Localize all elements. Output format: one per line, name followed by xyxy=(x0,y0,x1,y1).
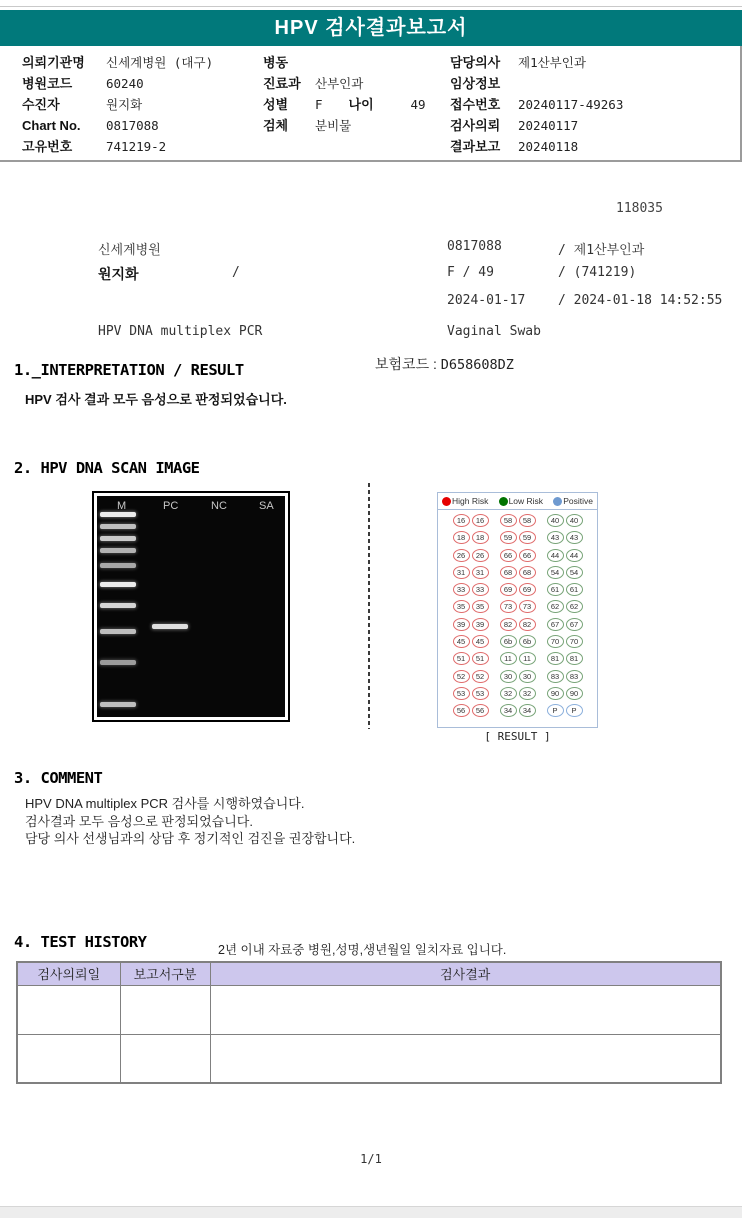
gel-marker-band xyxy=(100,548,136,553)
summary-report-datetime: / 2024-01-18 14:52:55 xyxy=(558,293,723,308)
genotype-circle: 70 xyxy=(566,635,583,648)
genotype-circle: 90 xyxy=(547,687,564,700)
genotype-pair xyxy=(500,514,536,527)
genotype-circle: 40 xyxy=(547,514,564,527)
genotype-circle: 81 xyxy=(547,652,564,665)
genotype-row xyxy=(438,670,597,683)
info-field-label: 고유번호 xyxy=(22,139,73,154)
genotype-circle: 6b xyxy=(519,635,536,648)
genotype-circle: P xyxy=(566,704,583,717)
genotype-pair xyxy=(453,635,489,648)
genotype-row xyxy=(438,704,597,717)
info-row xyxy=(263,55,426,76)
section4-heading: 4. TEST HISTORY xyxy=(14,933,147,951)
info-row xyxy=(22,76,213,97)
genotype-pair xyxy=(453,704,489,717)
gel-lane-label: SA xyxy=(259,500,274,512)
info-field-label: 임상정보 xyxy=(450,76,501,91)
test-history-note: 2년 이내 자료중 병원,성명,생년월일 일치자료 입니다. xyxy=(218,943,507,957)
insurance-code-value: D658608DZ xyxy=(440,357,514,373)
top-divider xyxy=(0,6,742,7)
vertical-dashed-divider xyxy=(368,483,370,729)
info-row xyxy=(263,118,426,139)
genotype-pair xyxy=(500,704,536,717)
summary-order-date: 2024-01-17 xyxy=(447,293,526,308)
genotype-pair xyxy=(453,566,489,579)
info-row xyxy=(450,97,623,118)
genotype-pair xyxy=(500,687,536,700)
info-field-label: Chart No. xyxy=(22,118,81,133)
gel-marker-band xyxy=(100,524,136,529)
genotype-circle: 39 xyxy=(453,618,470,631)
genotype-pair xyxy=(453,670,489,683)
genotype-pair xyxy=(453,583,489,596)
summary-name-separator: / xyxy=(232,265,240,280)
genotype-circle: 26 xyxy=(453,549,470,562)
info-field-label: 검사의뢰 xyxy=(450,118,501,133)
genotype-row xyxy=(438,687,597,700)
info-field-label: 검체 xyxy=(263,118,289,133)
genotype-circle: 35 xyxy=(472,600,489,613)
genotype-circle: 61 xyxy=(547,583,564,596)
genotype-pair xyxy=(547,687,583,700)
legend-item xyxy=(553,496,593,506)
report-title-banner: HPV 검사결과보고서 xyxy=(0,10,742,46)
risk-legend xyxy=(438,493,597,510)
info-field-label: 나이 xyxy=(348,97,374,112)
info-field-label: 결과보고 xyxy=(450,139,501,154)
genotype-circle: 31 xyxy=(472,566,489,579)
info-field-label: 수진자 xyxy=(22,97,60,112)
genotype-circle: 61 xyxy=(566,583,583,596)
genotype-circle: 39 xyxy=(472,618,489,631)
genotype-circle: 34 xyxy=(500,704,517,717)
info-field-value: 산부인과 xyxy=(315,76,364,91)
genotype-circle: 34 xyxy=(519,704,536,717)
genotype-pair xyxy=(547,583,583,596)
interpretation-result-text: HPV 검사 결과 모두 음성으로 판정되었습니다. xyxy=(25,392,287,407)
gel-marker-band xyxy=(100,629,136,634)
info-row xyxy=(22,139,213,160)
genotype-circle: 16 xyxy=(472,514,489,527)
genotype-pair xyxy=(547,600,583,613)
genotype-pair xyxy=(547,670,583,683)
insurance-code-line xyxy=(375,354,514,374)
history-row xyxy=(17,1034,721,1083)
info-field-value: 49 xyxy=(410,97,426,112)
genotype-pair xyxy=(547,549,583,562)
genotype-circle: 26 xyxy=(472,549,489,562)
summary-hospital: 신세계병원 xyxy=(98,243,161,258)
genotype-pair xyxy=(547,514,583,527)
genotype-circle: 35 xyxy=(453,600,470,613)
insurance-code-label: 보험코드 : xyxy=(375,356,437,372)
genotype-row xyxy=(438,583,597,596)
genotype-row xyxy=(438,514,597,527)
genotype-circle: 16 xyxy=(453,514,470,527)
genotype-circle: 6b xyxy=(500,635,517,648)
genotype-grid xyxy=(438,514,597,717)
genotype-circle: 44 xyxy=(566,549,583,562)
comment-line: 담당 의사 선생님과의 상담 후 정기적인 검진을 권장합니다. xyxy=(25,831,356,846)
genotype-circle: 59 xyxy=(519,531,536,544)
genotype-pair xyxy=(547,618,583,631)
legend-label: Positive xyxy=(563,496,593,506)
legend-item xyxy=(442,496,488,506)
genotype-circle: 53 xyxy=(453,687,470,700)
info-field-label: 의뢰기관명 xyxy=(22,55,85,70)
genotype-circle: 67 xyxy=(547,618,564,631)
patient-info-left-column xyxy=(22,55,213,160)
info-field-value: 제1산부인과 xyxy=(518,55,586,70)
genotype-circle: 51 xyxy=(453,652,470,665)
info-field-value: 분비물 xyxy=(315,118,352,133)
genotype-row xyxy=(438,635,597,648)
genotype-circle: 11 xyxy=(500,652,517,665)
genotype-circle: 18 xyxy=(453,531,470,544)
info-field-label: 성별 xyxy=(263,97,289,112)
document-number: 118035 xyxy=(616,201,663,216)
genotype-pair xyxy=(500,600,536,613)
info-field-value: 0817088 xyxy=(106,118,159,133)
genotype-circle: 62 xyxy=(547,600,564,613)
genotype-pair xyxy=(453,514,489,527)
genotype-circle: 30 xyxy=(519,670,536,683)
page-number: 1/1 xyxy=(360,1152,382,1166)
section2-heading: 2. HPV DNA SCAN IMAGE xyxy=(14,459,200,477)
comment-text xyxy=(25,795,355,848)
info-field-label: 병원코드 xyxy=(22,76,73,91)
gel-scan-image xyxy=(92,491,290,722)
result-panel-caption: [ RESULT ] xyxy=(484,730,551,743)
genotype-circle: 67 xyxy=(566,618,583,631)
genotype-row xyxy=(438,652,597,665)
genotype-circle: P xyxy=(547,704,564,717)
genotype-circle: 40 xyxy=(566,514,583,527)
hpv-genotype-result-panel xyxy=(437,492,598,728)
gel-lane-label: PC xyxy=(163,500,179,512)
info-row xyxy=(450,118,623,139)
genotype-circle: 56 xyxy=(453,704,470,717)
info-field-value: 신세계병원 (대구) xyxy=(106,55,214,70)
genotype-circle: 82 xyxy=(519,618,536,631)
genotype-pair xyxy=(453,618,489,631)
gel-marker-band xyxy=(100,702,136,707)
legend-label: High Risk xyxy=(452,496,489,506)
genotype-circle: 59 xyxy=(500,531,517,544)
header-divider xyxy=(0,160,742,162)
section1-heading: 1._INTERPRETATION / RESULT xyxy=(14,361,244,379)
summary-test-name: HPV DNA multiplex PCR xyxy=(98,324,263,339)
summary-birth: / (741219) xyxy=(558,265,637,280)
info-field-value: F xyxy=(315,97,323,112)
genotype-circle: 45 xyxy=(472,635,489,648)
gel-sample-band xyxy=(152,624,188,629)
history-cell xyxy=(17,985,120,1034)
gel-marker-band xyxy=(100,563,136,568)
genotype-circle: 83 xyxy=(547,670,564,683)
genotype-circle: 54 xyxy=(547,566,564,579)
genotype-circle: 66 xyxy=(519,549,536,562)
genotype-pair xyxy=(500,618,536,631)
legend-dot-icon xyxy=(442,497,451,506)
genotype-circle: 58 xyxy=(500,514,517,527)
summary-chart-no: 0817088 xyxy=(447,239,502,254)
patient-info-right-column xyxy=(450,55,623,160)
legend-dot-icon xyxy=(553,497,562,506)
genotype-circle: 52 xyxy=(453,670,470,683)
summary-sex-age: F / 49 xyxy=(447,265,494,280)
summary-patient-name: 원지화 xyxy=(98,266,139,282)
genotype-circle: 58 xyxy=(519,514,536,527)
genotype-circle: 53 xyxy=(472,687,489,700)
genotype-pair xyxy=(500,635,536,648)
gel-marker-band xyxy=(100,603,136,608)
comment-line: 검사결과 모두 음성으로 판정되었습니다. xyxy=(25,813,253,829)
gel-marker-band xyxy=(100,660,136,665)
history-cell xyxy=(120,1034,210,1083)
genotype-circle: 32 xyxy=(500,687,517,700)
patient-info-middle-column xyxy=(263,55,426,139)
info-field-value: 60240 xyxy=(106,76,144,91)
genotype-circle: 44 xyxy=(547,549,564,562)
info-row xyxy=(22,118,213,139)
genotype-row xyxy=(438,566,597,579)
genotype-pair xyxy=(547,566,583,579)
history-column-header: 검사의뢰일 xyxy=(17,962,120,985)
genotype-circle: 33 xyxy=(453,583,470,596)
history-cell xyxy=(210,985,721,1034)
info-row xyxy=(450,139,623,160)
gel-lanes-area xyxy=(97,496,285,717)
gel-marker-band xyxy=(100,512,136,517)
genotype-circle: 31 xyxy=(453,566,470,579)
genotype-circle: 52 xyxy=(472,670,489,683)
genotype-circle: 73 xyxy=(500,600,517,613)
info-row xyxy=(22,97,213,118)
gel-lane-label: M xyxy=(117,500,127,512)
info-row xyxy=(263,76,426,97)
genotype-circle: 68 xyxy=(500,566,517,579)
comment-line: HPV DNA multiplex PCR 검사를 시행하였습니다. xyxy=(25,796,305,811)
info-field-label: 병동 xyxy=(263,55,289,70)
info-field-value: 741219-2 xyxy=(106,139,167,154)
genotype-circle: 54 xyxy=(566,566,583,579)
history-cell xyxy=(210,1034,721,1083)
info-row xyxy=(22,55,213,76)
gel-lane-label: NC xyxy=(211,500,227,512)
info-field-value: 20240118 xyxy=(518,139,579,154)
genotype-pair xyxy=(453,600,489,613)
genotype-circle: 62 xyxy=(566,600,583,613)
history-column-header: 보고서구분 xyxy=(120,962,210,985)
genotype-circle: 11 xyxy=(519,652,536,665)
bottom-bar xyxy=(0,1206,742,1218)
genotype-circle: 83 xyxy=(566,670,583,683)
genotype-pair xyxy=(500,549,536,562)
info-field-label: 접수번호 xyxy=(450,97,501,112)
legend-item xyxy=(499,496,543,506)
genotype-circle: 81 xyxy=(566,652,583,665)
history-cell xyxy=(120,985,210,1034)
genotype-circle: 45 xyxy=(453,635,470,648)
genotype-pair xyxy=(500,670,536,683)
info-field-value: 원지화 xyxy=(106,97,143,112)
genotype-circle: 68 xyxy=(519,566,536,579)
genotype-row xyxy=(438,549,597,562)
genotype-circle: 32 xyxy=(519,687,536,700)
summary-department: / 제1산부인과 xyxy=(558,243,645,258)
genotype-circle: 66 xyxy=(500,549,517,562)
summary-specimen: Vaginal Swab xyxy=(447,324,541,339)
genotype-pair xyxy=(500,652,536,665)
genotype-circle: 18 xyxy=(472,531,489,544)
genotype-row xyxy=(438,600,597,613)
gel-marker-band xyxy=(100,582,136,587)
genotype-pair xyxy=(500,566,536,579)
genotype-pair xyxy=(500,583,536,596)
genotype-pair xyxy=(547,652,583,665)
history-row xyxy=(17,985,721,1034)
genotype-pair xyxy=(453,531,489,544)
legend-label: Low Risk xyxy=(508,496,544,506)
genotype-circle: 30 xyxy=(500,670,517,683)
info-field-value: 20240117 xyxy=(518,118,579,133)
info-field-label: 진료과 xyxy=(263,76,301,91)
genotype-circle: 33 xyxy=(472,583,489,596)
genotype-circle: 90 xyxy=(566,687,583,700)
genotype-pair xyxy=(453,549,489,562)
genotype-row xyxy=(438,531,597,544)
genotype-circle: 82 xyxy=(500,618,517,631)
test-history-header-row xyxy=(17,962,721,985)
genotype-circle: 56 xyxy=(472,704,489,717)
history-cell xyxy=(17,1034,120,1083)
genotype-circle: 51 xyxy=(472,652,489,665)
genotype-pair xyxy=(453,652,489,665)
genotype-circle: 43 xyxy=(566,531,583,544)
genotype-pair xyxy=(453,687,489,700)
info-field-value: 20240117-49263 xyxy=(518,97,624,112)
info-row xyxy=(450,55,623,76)
genotype-circle: 73 xyxy=(519,600,536,613)
info-field-label: 담당의사 xyxy=(450,55,501,70)
genotype-pair xyxy=(547,635,583,648)
genotype-circle: 70 xyxy=(547,635,564,648)
gel-marker-band xyxy=(100,536,136,541)
section3-heading: 3. COMMENT xyxy=(14,769,103,787)
genotype-row xyxy=(438,618,597,631)
history-column-header: 검사결과 xyxy=(210,962,721,985)
test-history-table xyxy=(16,961,722,1084)
genotype-pair xyxy=(547,704,583,717)
info-row xyxy=(263,97,426,118)
genotype-circle: 69 xyxy=(500,583,517,596)
legend-dot-icon xyxy=(499,497,508,506)
genotype-circle: 43 xyxy=(547,531,564,544)
genotype-pair xyxy=(500,531,536,544)
info-row xyxy=(450,76,623,97)
genotype-pair xyxy=(547,531,583,544)
underline-mark: _ xyxy=(31,361,41,379)
genotype-circle: 69 xyxy=(519,583,536,596)
